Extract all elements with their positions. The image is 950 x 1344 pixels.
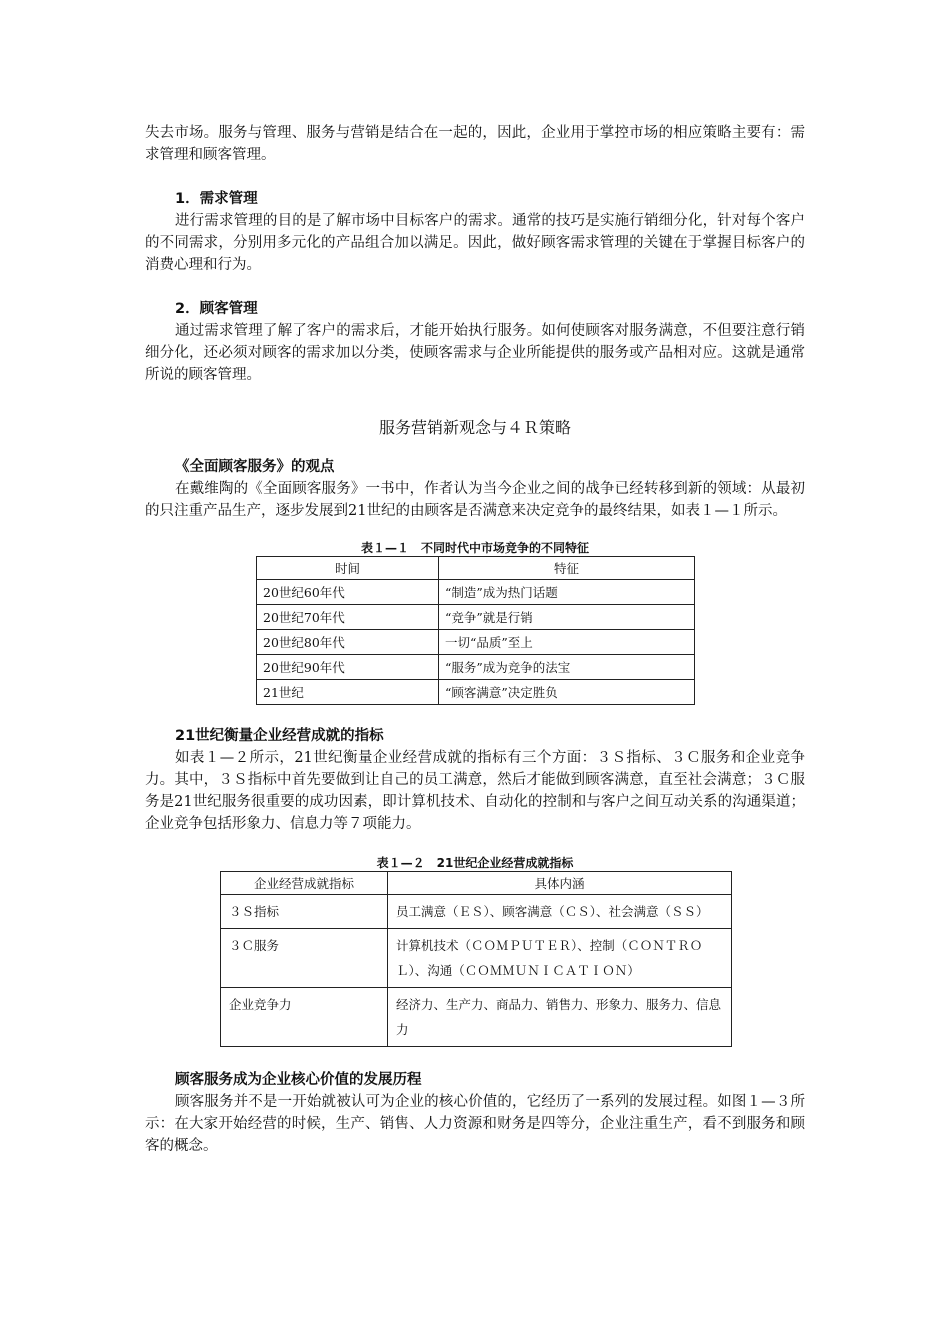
table1-cell-time: 20世纪60年代 [257, 580, 439, 605]
table1-cell-feature: 一切“品质”至上 [439, 630, 695, 655]
table2-cell-indicator: 企业竞争力 [221, 988, 388, 1047]
table2-cell-content: 员工满意（ＥＳ）、顾客满意（ＣＳ）、社会满意（ＳＳ） [388, 895, 732, 929]
intro-paragraph: 失去市场。服务与管理、服务与营销是结合在一起的，因此，企业用于掌控市场的相应策略主要有：需求管理和顾客管理。 [145, 125, 805, 163]
document-page [145, 122, 805, 1157]
table2-caption: 表１—２ 21世纪企业经营成就指标 [376, 856, 574, 870]
table2-header-content: 具体内涵 [388, 872, 732, 895]
table1-header-feature: 特征 [439, 557, 695, 580]
table2-cell-indicator: ３Ｓ指标 [221, 895, 388, 929]
history-paragraph: 顾客服务并不是一开始就被认可为企业的核心价值的，它经历了一系列的发展过程。如图１—３所示：在大家开始经营的时候，生产、销售、人力资源和财务是四等分，企业注重生产，看不到服务和顾客的概念。 [145, 1094, 805, 1154]
table1 [256, 556, 695, 705]
total-service-heading: 《全面顾客服务》的观点 [175, 459, 335, 475]
total-service-paragraph: 在戴维陶的《全面顾客服务》一书中，作者认为当今企业之间的战争已经转移到新的领域：从最初的只注重产品生产，逐步发展到21世纪的由顾客是否满意来决定竞争的最终结果，如表１—１所示。 [145, 481, 805, 519]
customer-management-paragraph: 通过需求管理了解了客户的需求后，才能开始执行服务。如何使顾客对服务满意，不但要注意行销细分化，还必须对顾客的需求加以分类，使顾客需求与企业所能提供的服务或产品相对应。这就是通常所说的顾客管理。 [145, 323, 805, 383]
indicators-paragraph: 如表１—２所示，21世纪衡量企业经营成就的指标有三个方面：３Ｓ指标、３Ｃ服务和企业竞争力。其中，３Ｓ指标中首先要做到让自己的员工满意，然后才能做到顾客满意，直至社会满意；３Ｃ服务是21世纪服务很重要的成功因素，即计算机技术、自动化的控制和与客户之间互动关系的沟通渠道；企业竞争包括形象力、信息力等７项能力。 [145, 750, 805, 832]
table1-header-row [257, 557, 695, 580]
table-row [257, 580, 695, 605]
table2-header-indicator: 企业经营成就指标 [221, 872, 388, 895]
history-heading: 顾客服务成为企业核心价值的发展历程 [175, 1072, 422, 1088]
table1-cell-time: 20世纪70年代 [257, 605, 439, 630]
table1-header-time: 时间 [257, 557, 439, 580]
table1-cell-time: 20世纪80年代 [257, 630, 439, 655]
demand-management-paragraph: 进行需求管理的目的是了解市场中目标客户的需求。通常的技巧是实施行销细分化，针对每个客户的不同需求，分别用多元化的产品组合加以满足。因此，做好顾客需求管理的关键在于掌握目标客户的消费心理和行为。 [145, 213, 805, 273]
table1-cell-feature: “制造”成为热门话题 [439, 580, 695, 605]
demand-management-heading: 1．需求管理 [175, 191, 258, 207]
table-row [221, 895, 732, 929]
table2-cell-content: 经济力、生产力、商品力、销售力、形象力、服务力、信息力 [388, 988, 732, 1047]
table2-header-row [221, 872, 732, 895]
table1-cell-feature: “顾客满意”决定胜负 [439, 680, 695, 705]
section-title: 服务营销新观念与４Ｒ策略 [378, 418, 571, 437]
table1-cell-feature: “竞争”就是行销 [439, 605, 695, 630]
table1-caption: 表１—１ 不同时代中市场竞争的不同特征 [360, 541, 589, 555]
table2 [220, 871, 732, 1047]
table-row [221, 929, 732, 988]
table2-cell-content: 计算机技术（ＣＯＭＰＵＴＥＲ）、控制（ＣＯＮＴＲＯＬ）、沟通（ＣＯＭＭＵＮＩＣＡＴＩＯＮ） [388, 929, 732, 988]
table-row [257, 655, 695, 680]
table1-cell-time: 20世纪90年代 [257, 655, 439, 680]
table-row [257, 605, 695, 630]
table2-cell-indicator: ３Ｃ服务 [221, 929, 388, 988]
table1-cell-feature: “服务”成为竞争的法宝 [439, 655, 695, 680]
table-row [221, 988, 732, 1047]
customer-management-heading: 2．顾客管理 [175, 301, 258, 317]
indicators-heading: 21世纪衡量企业经营成就的指标 [175, 728, 384, 744]
table1-cell-time: 21世纪 [257, 680, 439, 705]
table-row [257, 680, 695, 705]
table-row [257, 630, 695, 655]
